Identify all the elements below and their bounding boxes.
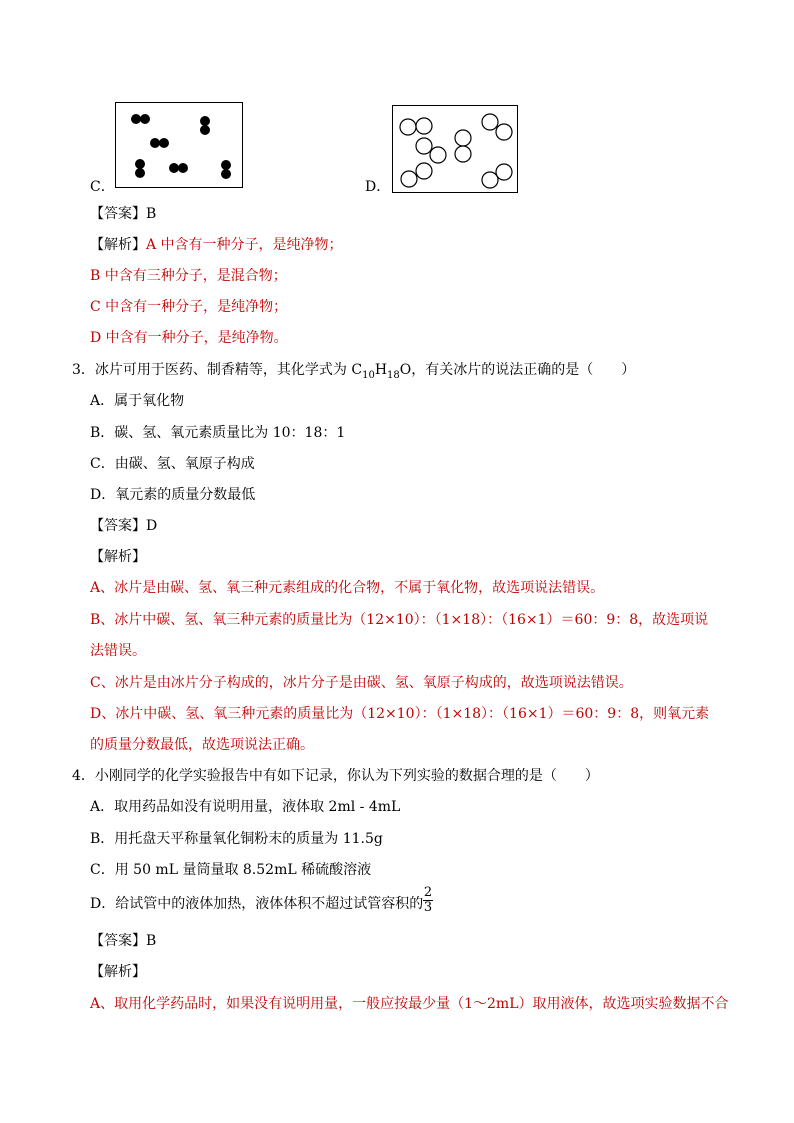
- q4-option-d: D．给试管中的液体加热，液体体积不超过试管容积的: [90, 896, 424, 912]
- q3-analysis-line-5: D、冰片中碳、氢、氧三种元素的质量比为（12×10）：（1×18）：（16×1）＝60：9：8，则氧元素: [90, 706, 710, 722]
- q3-option-a: A．属于氧化物: [90, 393, 185, 409]
- q4-analysis-line-1: A、取用化学药品时，如果没有说明用量，一般应按最少量（1～2mL）取用液体，故选项实验数据不合: [90, 996, 729, 1012]
- fraction-numerator: 2: [423, 885, 433, 900]
- option-d-diagram: [392, 105, 518, 193]
- option-c-label: C．: [90, 179, 115, 195]
- q3-analysis-line-3: 法错误。: [90, 643, 146, 659]
- option-c-diagram: [115, 102, 243, 188]
- q2-analysis-line-3: C 中含有一种分子，是纯净物；: [90, 299, 288, 315]
- q3-stem-h: H: [374, 362, 388, 378]
- q3-option-c: C．由碳、氢、氧原子构成: [90, 456, 255, 472]
- q2-analysis-line-4: D 中含有一种分子，是纯净物。: [90, 330, 288, 346]
- analysis-label: 【解析】: [90, 237, 146, 253]
- q3-analysis-line-4: C、冰片是由冰片分子构成的，冰片分子是由碳、氢、氧原子构成的，故选项说法错误。: [90, 675, 633, 691]
- q4-option-a: A．取用药品如没有说明用量，液体取 2ml - 4mL: [90, 799, 401, 815]
- q3-analysis-line-1: A、冰片是由碳、氢、氧三种元素组成的化合物，不属于氧化物，故选项说法错误。: [90, 580, 605, 596]
- option-d-label: D．: [365, 179, 391, 195]
- q3-analysis-line-6: 的质量分数最低，故选项说法正确。: [90, 737, 314, 753]
- q4-analysis-label: 【解析】: [90, 964, 146, 980]
- q2-analysis-line-1: [90, 235, 343, 255]
- q3-subscript-h: 18: [387, 369, 400, 381]
- q4-option-b: B．用托盘天平称量氧化铜粉末的质量为 11.5g: [90, 831, 383, 847]
- q3-analysis-line-2: B、冰片中碳、氢、氧三种元素的质量比为（12×10）：（1×18）：（16×1）＝60：9：8，故选项说: [90, 612, 709, 628]
- dark-molecules-graphic: [116, 103, 242, 187]
- q3-option-d: D．氧元素的质量分数最低: [90, 487, 256, 503]
- light-molecules-graphic: [393, 106, 517, 192]
- q3-stem: [72, 360, 635, 386]
- q3-subscript-c: 10: [362, 369, 375, 381]
- two-thirds-fraction: [422, 886, 434, 915]
- fraction-denominator: 3: [423, 900, 433, 915]
- analysis-text: A 中含有一种分子，是纯净物；: [146, 237, 343, 253]
- q4-option-c: C．用 50 mL 量筒量取 8.52mL 稀硫酸溶液: [90, 862, 372, 878]
- q2-answer: 【答案】B: [90, 206, 157, 222]
- q3-stem-part-2: O，有关冰片的说法正确的是（ ）: [399, 362, 636, 378]
- q4-stem: 4．小刚同学的化学实验报告中有如下记录，你认为下列实验的数据合理的是（ ）: [72, 768, 599, 784]
- q3-stem-part-1: 3．冰片可用于医药、制香精等，其化学式为 C: [72, 362, 363, 378]
- q3-answer: 【答案】D: [90, 518, 158, 534]
- q2-analysis-line-2: B 中含有三种分子，是混合物；: [90, 268, 287, 284]
- q3-option-b: B．碳、氢、氧元素质量比为 10：18：1: [90, 425, 346, 441]
- q3-analysis-label: 【解析】: [90, 549, 146, 565]
- q4-answer: 【答案】B: [90, 933, 157, 949]
